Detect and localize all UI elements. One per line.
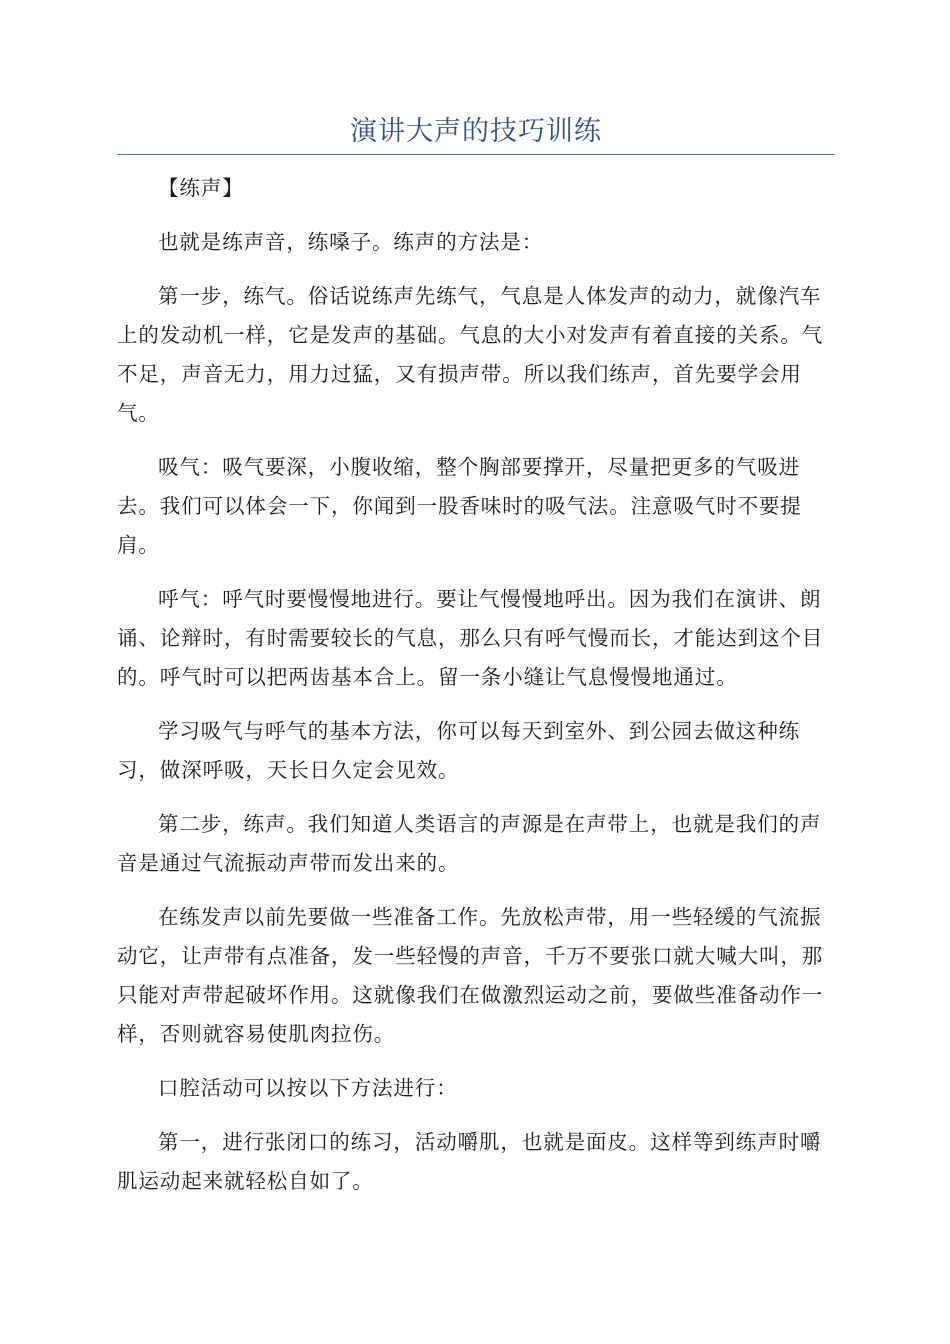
paragraph: 学习吸气与呼气的基本方法，你可以每天到室外、到公园去做这种练习，做深呼吸，天长日久定会见效。 <box>117 719 800 782</box>
document-title: 演讲大声的技巧训练 <box>117 112 835 155</box>
paragraph: 口腔活动可以按以下方法进行： <box>158 1076 458 1100</box>
document-page <box>117 112 835 1216</box>
document-body <box>117 169 835 1201</box>
paragraph: 呼气：呼气时要慢慢地进行。要让气慢慢地呼出。因为我们在演讲、朗诵、论辩时，有时需要较长的气息，那么只有呼气慢而长，才能达到这个目的。呼气时可以把两齿基本合上。留一条小缝让气息慢慢地通过。 <box>117 587 824 689</box>
paragraph: 第一步，练气。俗话说练声先练气，气息是人体发声的动力，就像汽车上的发动机一样，它是发声的基础。气息的大小对发声有着直接的关系。气不足，声音无力，用力过猛，又有损声带。所以我们练声，首先要学会用气。 <box>117 284 824 425</box>
paragraph: 吸气：吸气要深，小腹收缩，整个胸部要撑开，尽量把更多的气吸进去。我们可以体会一下，你闻到一股香味时的吸气法。注意吸气时不要提肩。 <box>117 455 802 557</box>
paragraph: 在练发声以前先要做一些准备工作。先放松声带，用一些轻缓的气流振动它，让声带有点准备，发一些轻慢的声音，千万不要张口就大喊大叫，那只能对声带起破坏作用。这就像我们在做激烈运动之前，要做些准备动作一样，否则就容易使肌肉拉伤。 <box>117 905 824 1046</box>
paragraph: 第一，进行张闭口的练习，活动嚼肌，也就是面皮。这样等到练声时嚼肌运动起来就轻松自如了。 <box>117 1130 822 1193</box>
paragraph-section-heading: 【练声】 <box>158 176 244 200</box>
paragraph: 也就是练声音，练嗓子。练声的方法是： <box>158 230 544 254</box>
paragraph: 第二步，练声。我们知道人类语言的声源是在声带上，也就是我们的声音是通过气流振动声带而发出来的。 <box>117 812 822 875</box>
